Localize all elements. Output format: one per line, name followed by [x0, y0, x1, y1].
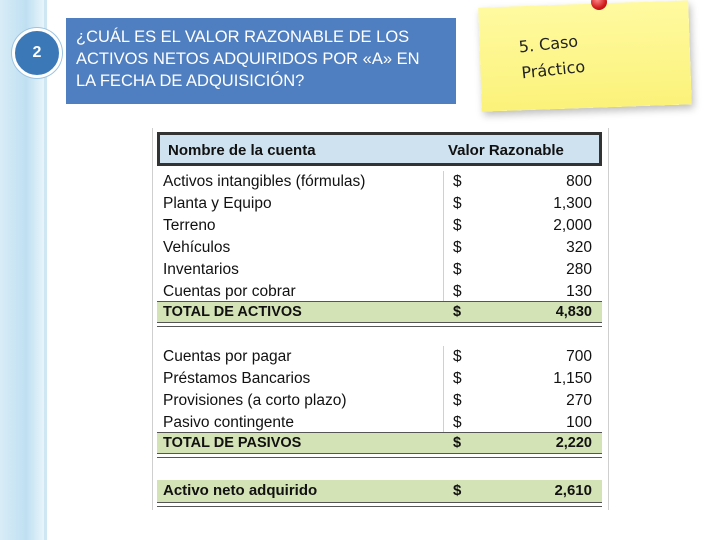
row-value: 800: [566, 173, 592, 190]
table-row: [157, 281, 602, 303]
row-currency: $: [453, 435, 462, 451]
row-name: TOTAL DE PASIVOS: [163, 435, 302, 451]
table-header: [157, 132, 602, 166]
row-value: 1,150: [553, 370, 592, 387]
row-name: Cuentas por cobrar: [163, 283, 296, 300]
table-row: [157, 193, 602, 215]
double-underline: [157, 322, 602, 327]
total-liabilities-row: [157, 433, 602, 453]
row-currency: $: [453, 217, 462, 234]
note-line: 5. Caso: [517, 31, 579, 57]
row-currency: $: [453, 304, 462, 320]
title-line: LA FECHA DE ADQUISICIÓN?: [76, 72, 305, 90]
table-row: [157, 412, 602, 434]
row-value: 2,000: [553, 217, 592, 234]
row-name: Terreno: [163, 217, 216, 234]
row-currency: $: [453, 482, 462, 499]
row-name: Préstamos Bancarios: [163, 370, 311, 387]
column-divider: [443, 193, 444, 215]
slide-title: [66, 18, 456, 104]
row-currency: $: [453, 261, 462, 278]
column-divider: [443, 412, 444, 434]
table-row: [157, 346, 602, 368]
title-line: ¿CUÁL ES EL VALOR RAZONABLE DE LOS: [76, 28, 410, 46]
row-currency: $: [453, 414, 462, 431]
double-underline: [157, 453, 602, 458]
side-decoration-edge: [44, 0, 47, 540]
column-divider: [443, 171, 444, 193]
header-fair-value: Valor Razonable: [448, 142, 564, 159]
row-value: 130: [566, 283, 592, 300]
total-assets-row: [157, 302, 602, 322]
row-name: Vehículos: [163, 239, 231, 256]
row-value: 2,610: [554, 482, 592, 499]
net-assets-row: [157, 480, 602, 502]
row-value: 2,220: [555, 435, 592, 451]
row-currency: $: [453, 239, 462, 256]
row-currency: $: [453, 283, 462, 300]
row-name: Inventarios: [163, 261, 239, 278]
row-value: 1,300: [553, 195, 592, 212]
column-divider: [443, 346, 444, 368]
fair-value-table: [152, 128, 609, 510]
table-row: [157, 390, 602, 412]
header-account-name: Nombre de la cuenta: [168, 142, 316, 159]
row-currency: $: [453, 392, 462, 409]
row-currency: $: [453, 195, 462, 212]
column-divider: [443, 281, 444, 303]
sticky-note-text: [517, 28, 586, 86]
row-value: 100: [566, 414, 592, 431]
column-divider: [443, 215, 444, 237]
table-row: [157, 237, 602, 259]
row-value: 320: [566, 239, 592, 256]
row-name: Activos intangibles (fórmulas): [163, 173, 366, 190]
row-value: 4,830: [555, 304, 592, 320]
row-name: Planta y Equipo: [163, 195, 272, 212]
column-divider: [443, 390, 444, 412]
row-currency: $: [453, 370, 462, 387]
note-line: Práctico: [520, 56, 587, 83]
sticky-note: [478, 0, 692, 111]
double-underline: [157, 502, 602, 507]
column-divider: [443, 259, 444, 281]
table-row: [157, 259, 602, 281]
side-decoration-bar: [0, 0, 44, 540]
row-currency: $: [453, 348, 462, 365]
row-value: 280: [566, 261, 592, 278]
table-row: [157, 215, 602, 237]
table-row: [157, 171, 602, 193]
row-name: Activo neto adquirido: [163, 482, 318, 499]
slide-number-badge: 2: [12, 28, 62, 78]
row-value: 700: [566, 348, 592, 365]
row-currency: $: [453, 173, 462, 190]
table-row: [157, 368, 602, 390]
title-line: ACTIVOS NETOS ADQUIRIDOS POR «A» EN: [76, 50, 420, 68]
row-value: 270: [566, 392, 592, 409]
column-divider: [443, 368, 444, 390]
column-divider: [443, 237, 444, 259]
row-name: Provisiones (a corto plazo): [163, 392, 347, 409]
row-name: Pasivo contingente: [163, 414, 294, 431]
row-name: TOTAL DE ACTIVOS: [163, 304, 302, 320]
row-name: Cuentas por pagar: [163, 348, 292, 365]
